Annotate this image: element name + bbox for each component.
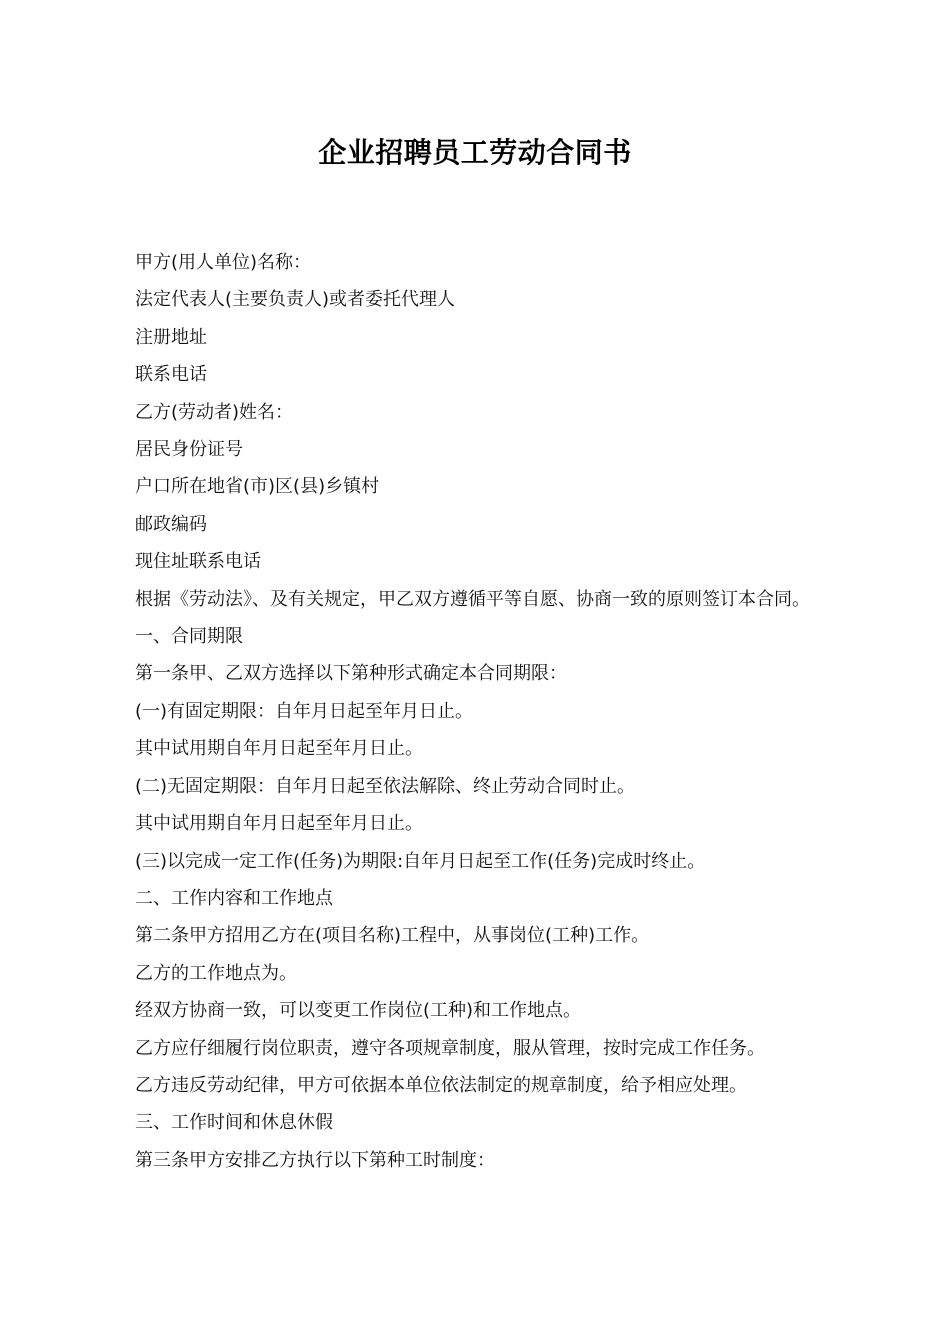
household-registration: 户口所在地省(市)区(县)乡镇村	[135, 476, 380, 498]
section-heading-contract-term: 一、合同期限	[135, 626, 243, 648]
probation-period-2: 其中试用期自年月日起至年月日止。	[135, 813, 423, 835]
open-term-option: (二)无固定期限：自年月日起至依法解除、终止劳动合同时止。	[135, 775, 636, 797]
work-location: 乙方的工作地点为。	[135, 962, 297, 984]
party-b-name: 乙方(劳动者)姓名：	[135, 401, 294, 423]
discipline-clause: 乙方违反劳动纪律，甲方可依据本单位依法制定的规章制度，给予相应处理。	[135, 1074, 747, 1096]
contract-basis-paragraph: 根据《劳动法》、及有关规定，甲乙双方遵循平等自愿、协商一致的原则签订本合同。	[135, 588, 810, 610]
article-2: 第二条甲方招用乙方在(项目名称)工程中，从事岗位(工种)工作。	[135, 925, 650, 947]
position-change-clause: 经双方协商一致，可以变更工作岗位(工种)和工作地点。	[135, 1000, 582, 1022]
fixed-term-option: (一)有固定期限：自年月日起至年月日止。	[135, 700, 474, 722]
section-heading-work-content: 二、工作内容和工作地点	[135, 887, 333, 909]
document-title: 企业招聘员工劳动合同书	[318, 136, 632, 169]
current-address-phone: 现住址联系电话	[135, 551, 261, 573]
duties-clause: 乙方应仔细履行岗位职责，遵守各项规章制度，服从管理，按时完成工作任务。	[135, 1037, 765, 1059]
registered-address: 注册地址	[135, 326, 207, 348]
section-heading-working-hours: 三、工作时间和休息休假	[135, 1112, 333, 1134]
party-a-name: 甲方(用人单位)名称：	[135, 252, 312, 273]
task-term-option: (三)以完成一定工作(任务)为期限:自年月日起至工作(任务)完成时终止。	[135, 850, 706, 872]
document-body	[115, 244, 837, 1179]
party-a-phone: 联系电话	[135, 364, 207, 386]
postal-code: 邮政编码	[135, 513, 207, 535]
article-3: 第三条甲方安排乙方执行以下第种工时制度：	[135, 1149, 495, 1171]
legal-representative: 法定代表人(主要负责人)或者委托代理人	[135, 289, 456, 311]
probation-period-1: 其中试用期自年月日起至年月日止。	[135, 738, 423, 760]
article-1: 第一条甲、乙双方选择以下第种形式确定本合同期限：	[135, 663, 567, 685]
id-number: 居民身份证号	[135, 439, 243, 461]
